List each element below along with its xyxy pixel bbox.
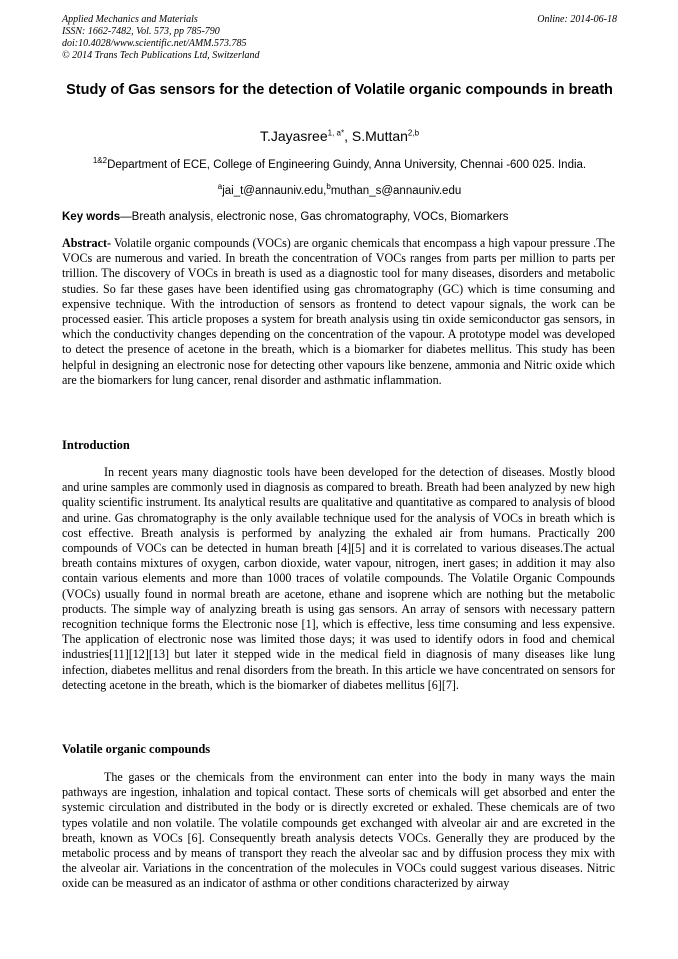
abstract: [62, 236, 615, 388]
author-affiliation-mark: 2,b: [407, 128, 420, 138]
journal-copyright: © 2014 Trans Tech Publications Ltd, Switzerland: [62, 50, 260, 61]
keywords: [62, 210, 617, 224]
paragraph: In recent years many diagnostic tools have been developed for the detection of diseases. Mostly blood and urine samples are commonly used in diagnosis as compared to breath. Breath had been analyzed by new high quality scientific instrument. Its analytical results are qualitative and quantitative as compared to analysis of blood and urine. Gas chromatography is the only available technique used for the analysis of VOCs in breath which is cost effective. Breath analysis is performed by analyzing the exhaled air from humans. Practically 200 compounds of VOCs can be detected in human breath [4][5] and it is correlated to various diseases.The actual breath contains mixtures of oxygen, carbon dioxide, water vapour, nitrogen, inert gases; in addition it may also contain various elements and more than 1000 traces of volatile compounds. The Volatile Organic Compounds (VOCs) usually found in normal breath are acetone, ethane and isoprene which are nothing but the metabolic products. The simple way of analyzing breath is using gas sensors. An array of sensors with necessary pattern recognition technique forms the Electronic nose [1], which is effective, less time consuming and less expensive. The application of electronic nose was limited those days; it was used to identify odors in food and chemical industries[11][12][13] but later it stepped wide in the medical field in diagnosis of many diseases like lung infection, diabetes mellitus and renal disorders from the breath. In this article we have concentrated on sensors for detecting acetone in the breath, which is the biomarker of diabetes mellitus [6][7].: [62, 465, 615, 692]
paper-title: Study of Gas sensors for the detection of Volatile organic compounds in breath: [66, 82, 613, 98]
keywords-label: Key words: [62, 211, 121, 223]
author-line: [62, 127, 617, 145]
keywords-text: —Breath analysis, electronic nose, Gas chromatography, VOCs, Biomarkers: [120, 211, 509, 223]
abstract-text: Volatile organic compounds (VOCs) are organic chemicals that encompass a high vapour pressure .The VOCs are numerous and varied. In breath the concentration of VOCs ranges from parts per million to parts per trillion. The discovery of VOCs in breath is used as a diagnostic tool for many diseases, disorders and metabolic studies. So far these gases have been identified using gas chromatography (GC) which is time consuming and expensive technique. With the introduction of sensors as frontend to detect vapour signals, the work can be processed easier. This article proposes a system for breath analysis using tin oxide semiconductor gas sensors, in which the conductivity changes depending on the concentration of the vapour. A prototype model was developed to detect the presence of acetone in the breath, which is a biomarker for diabetes mellitus. This study has been helpful in designing an electronic nose for detecting other vapours like benzene, ammonia and Nitric oxide which are the biomarkers for lung cancer, renal disorder and asthmatic inflammation.: [62, 236, 615, 387]
journal-issn: ISSN: 1662-7482, Vol. 573, pp 785-790: [62, 26, 220, 37]
author-affiliation-mark: 1, a*: [327, 128, 345, 138]
author-name: T.Jayasree: [259, 128, 328, 144]
section-heading: Volatile organic compounds: [62, 742, 211, 756]
author-separator: ,: [344, 128, 352, 144]
affiliation-mark: 1&2: [92, 156, 108, 166]
paragraph: The gases or the chemicals from the environment can enter into the body in many ways the main pathways are ingestion, inhalation and topical contact. These sorts of chemicals will get absorbed and enter the systemic circulation and distributed in the body or is directly excreted or exhaled. These chemicals are of two types volatile and non volatile. The volatile compounds get exchanged with alveolar air and are excreted in the breath, known as VOCs [6]. Consequently breath analysis detects VOCs. Generally they are produced by the metabolic process and by means of transport they reach the alveolar sac and by diffusion process they mix with the alveolar air. Variations in the concentration of the molecules in VOCs could suggest various diseases. Nitric oxide can be measured as an indicator of asthma or other conditions characterized by airway: [62, 770, 615, 891]
section-heading: Introduction: [62, 438, 130, 452]
journal-doi: doi:10.4028/www.scientific.net/AMM.573.785: [62, 38, 247, 49]
journal-name: Applied Mechanics and Materials: [62, 14, 198, 25]
email-link[interactable]: muthan_s@annauniv.edu: [330, 185, 462, 197]
author-emails: [62, 184, 617, 198]
email-link[interactable]: jai_t@annauniv.edu,: [222, 185, 327, 197]
affiliation: [62, 158, 617, 172]
online-date: Online: 2014-06-18: [537, 14, 617, 25]
affiliation-text: Department of ECE, College of Engineering Guindy, Anna University, Chennai -600 025. India.: [107, 159, 587, 171]
email-mark: b: [326, 182, 331, 192]
email-mark: a: [217, 182, 223, 192]
journal-header: [62, 14, 617, 62]
abstract-label: Abstract-: [62, 236, 112, 250]
author-name: S.Muttan: [351, 128, 408, 144]
